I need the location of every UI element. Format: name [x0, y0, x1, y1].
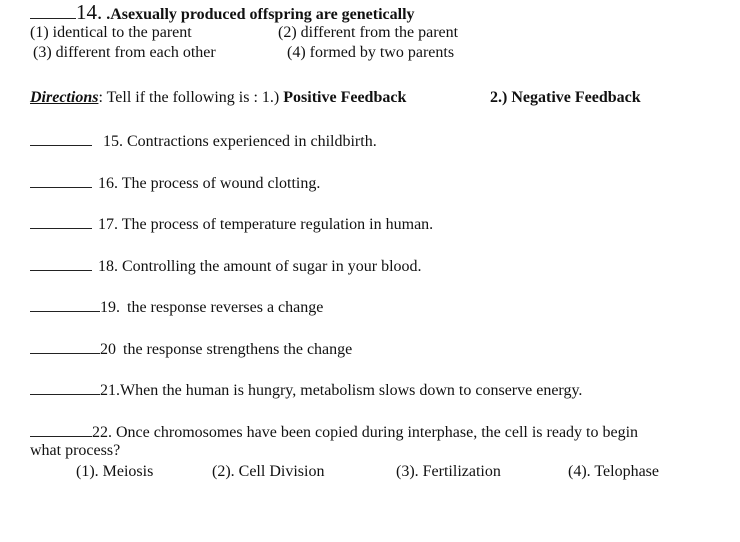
item-19: [30, 297, 323, 317]
item-17-text: The process of temperature regulation in human.: [121, 216, 434, 233]
q14-choice-1: (1) identical to the parent: [30, 24, 192, 41]
question-14-stem: .Asexually produced offspring are genetically: [106, 6, 415, 23]
directions-text: : Tell if the following is : 1.): [98, 89, 284, 106]
q14-choice-3: (3) different from each other: [33, 44, 216, 61]
item-15: [30, 131, 377, 151]
q22-choice-3: (3). Fertilization: [396, 463, 501, 480]
item-20-text: the response strengthens the change: [123, 341, 353, 358]
question-22-number: 22.: [92, 424, 112, 441]
question-22-text: Once chromosomes have been copied during interphase, the cell is ready to begin: [116, 424, 639, 441]
answer-blank-20[interactable]: [30, 339, 100, 354]
answer-blank-21[interactable]: [30, 380, 100, 395]
question-22: [30, 422, 638, 442]
q14-choice-4: (4) formed by two parents: [287, 44, 455, 61]
item-17-number: 17.: [98, 216, 118, 233]
item-17: [30, 214, 433, 234]
answer-blank-14[interactable]: [30, 4, 76, 19]
question-14: [30, 0, 415, 25]
item-18-text: Controlling the amount of sugar in your blood.: [122, 258, 422, 275]
item-21-text: When the human is hungry, metabolism slows down to conserve energy.: [120, 382, 583, 399]
question-22-continuation: what process?: [30, 442, 121, 459]
item-15-number: 15.: [103, 133, 123, 150]
item-21: [30, 380, 582, 400]
q22-choice-2: (2). Cell Division: [212, 463, 325, 480]
q14-choice-2: (2) different from the parent: [278, 24, 459, 41]
item-18-number: 18.: [98, 258, 118, 275]
item-19-text: the response reverses a change: [127, 299, 324, 316]
option-positive-feedback: Positive Feedback: [283, 89, 407, 106]
item-16: [30, 173, 320, 193]
q22-choice-4: (4). Telophase: [568, 463, 659, 480]
answer-blank-16[interactable]: [30, 173, 92, 188]
directions-line: [30, 89, 406, 107]
item-15-text: Contractions experienced in childbirth.: [127, 133, 377, 150]
item-20: [30, 339, 352, 359]
answer-blank-18[interactable]: [30, 256, 92, 271]
item-20-number: 20: [100, 341, 116, 358]
answer-blank-15[interactable]: [30, 131, 92, 146]
answer-blank-17[interactable]: [30, 214, 92, 229]
item-16-text: The process of wound clotting.: [121, 175, 321, 192]
question-14-number: 14.: [76, 0, 103, 24]
q22-choice-1: (1). Meiosis: [76, 463, 154, 480]
item-18: [30, 256, 422, 276]
item-19-number: 19.: [100, 299, 120, 316]
directions-label: Directions: [30, 89, 99, 106]
answer-blank-19[interactable]: [30, 297, 100, 312]
option-negative-feedback: 2.) Negative Feedback: [490, 89, 641, 106]
item-21-number: 21.: [100, 382, 120, 399]
answer-blank-22[interactable]: [30, 422, 92, 437]
item-16-number: 16.: [98, 175, 118, 192]
